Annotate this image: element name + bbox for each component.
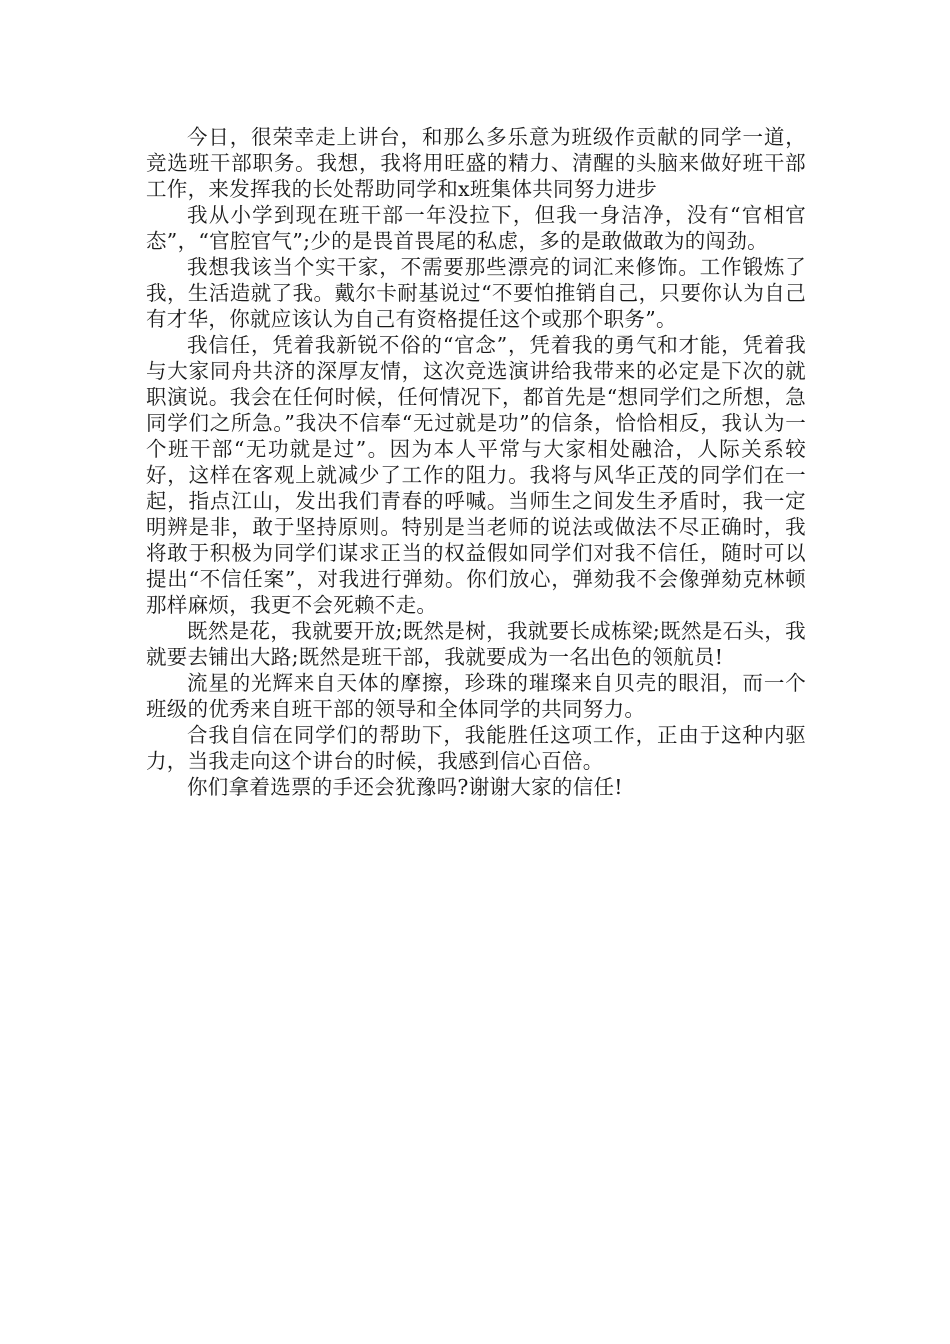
paragraph-6: 流星的光辉来自天体的摩擦，珍珠的璀璨来自贝壳的眼泪，而一个班级的优秀来自班干部的领导和全体同学的共同努力。 (146, 671, 806, 721)
paragraph-5: 既然是花，我就要开放;既然是树，我就要长成栋梁;既然是石头，我就要去铺出大路;既然是班干部，我就要成为一名出色的领航员! (146, 619, 806, 669)
speech-body (146, 124, 806, 800)
paragraph-7: 合我自信在同学们的帮助下，我能胜任这项工作，正由于这种内驱力，当我走向这个讲台的时候，我感到信心百倍。 (146, 723, 806, 773)
paragraph-1: 今日，很荣幸走上讲台，和那么多乐意为班级作贡献的同学一道，竞选班干部职务。我想，我将用旺盛的精力、清醒的头脑来做好班干部工作，来发挥我的长处帮助同学和x班集体共同努力进步 (146, 125, 806, 201)
paragraph-2: 我从小学到现在班干部一年没拉下，但我一身洁净，没有“官相官态”，“官腔官气”;少的是畏首畏尾的私虑，多的是敢做敢为的闯劲。 (146, 203, 806, 253)
paragraph-8: 你们拿着选票的手还会犹豫吗?谢谢大家的信任! (187, 775, 623, 799)
paragraph-4: 我信任，凭着我新锐不俗的“官念”，凭着我的勇气和才能，凭着我与大家同舟共济的深厚友情，这次竞选演讲给我带来的必定是下次的就职演说。我会在任何时候，任何情况下，都首先是“想同学们之所想，急同学们之所急。”我决不信奉“无过就是功”的信条，恰恰相反，我认为一个班干部“无功就是过”。因为本人平常与大家相处融洽，人际关系较好，这样在客观上就减少了工作的阻力。我将与风华正茂的同学们在一起，指点江山，发出我们青春的呼喊。当师生之间发生矛盾时，我一定明辨是非，敢于坚持原则。特别是当老师的说法或做法不尽正确时，我将敢于积极为同学们谋求正当的权益假如同学们对我不信任，随时可以提出“不信任案”，对我进行弹劾。你们放心，弹劾我不会像弹劾克林顿那样麻烦，我更不会死赖不走。 (146, 333, 806, 617)
paragraph-3: 我想我该当个实干家，不需要那些漂亮的词汇来修饰。工作锻炼了我，生活造就了我。戴尔卡耐基说过“不要怕推销自己，只要你认为自己有才华，你就应该认为自己有资格提任这个或那个职务”。 (146, 255, 806, 331)
